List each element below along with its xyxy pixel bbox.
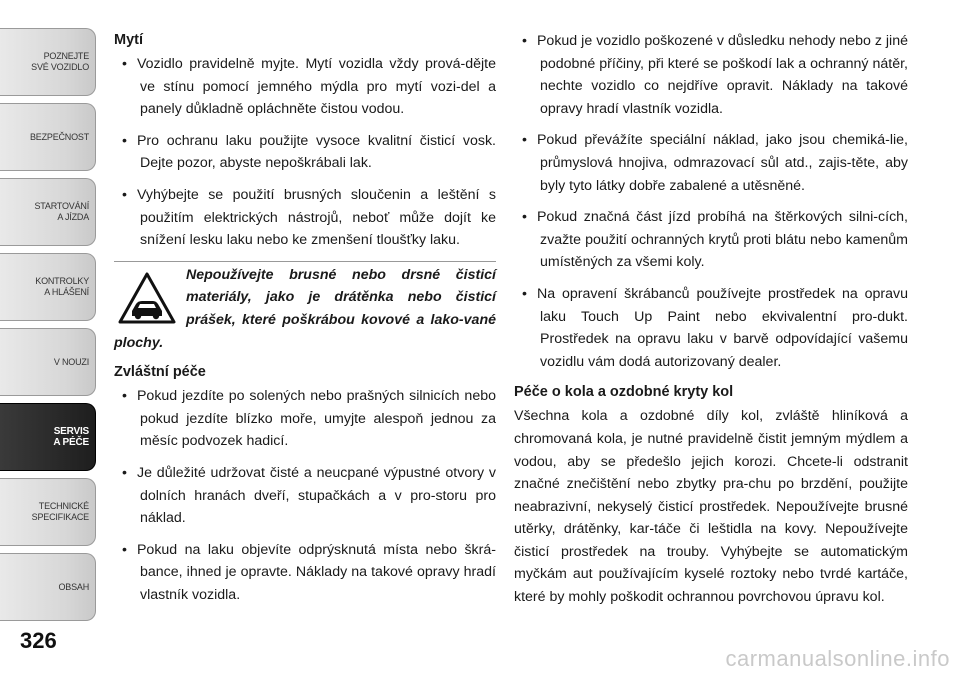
- myti-list: [114, 53, 496, 252]
- tab-startovani-a-jizda[interactable]: [0, 178, 96, 246]
- warning-box: [114, 261, 496, 354]
- list-item: • Vozidlo pravidelně myjte. Mytí vozidla vždy prová-dějte ve stínu pomocí jemného mýdla pro mytí vozi-del a panely důkladně opláchněte čistou vodou.: [114, 53, 496, 121]
- tab-v-nouzi[interactable]: [0, 328, 96, 396]
- tab-label-line2: SVÉ VOZIDLO: [31, 62, 89, 72]
- list-item: • Pokud na laku objevíte odprýsknutá místa nebo škrá-bance, ihned je opravte. Náklady na takové opravy hradí vlastník vozidla.: [114, 539, 496, 607]
- list-item: • Pro ochranu laku použijte vysoce kvalitní čisticí vosk. Dejte pozor, abyste nepoškrábali lak.: [114, 130, 496, 175]
- list-item: • Pokud je vozidlo poškozené v důsledku nehody nebo z jiné podobné příčiny, při které se poškodí lak a ochranný nátěr, nechte vozidlo co nejdříve opravit. Náklady na takové opravy hradí vlastník vozidla.: [514, 30, 908, 120]
- tab-technicke-specifikace[interactable]: [0, 478, 96, 546]
- chapter-sidebar: [0, 0, 100, 640]
- list-item: • Na opravení škrábanců používejte prostředek na opravu laku Touch Up Paint nebo ekvivalentní pro-dukt. Prostředek na opravu laku v barvě odpovídající vašemu vozidlu vám dodá autorizovaný dealer.: [514, 283, 908, 373]
- warning-text: Nepoužívejte brusné nebo drsné čisticí materiály, jako je drátěnka nebo čisticí prášek, které poškrábou kovové a lako-vané plochy.: [114, 266, 496, 351]
- paragraph-pece-o-kola: Všechna kola a ozdobné díly kol, zvláště hliníková a chromovaná kola, je nutné pravidelně čistit jemným mýdlem a vodou, aby se předešlo jejich korozi. Chcete-li odstranit značné znečištění nebo zbytky pra-chu po brzdění, použijte neabrazivní, nekyselý čisticí prostředek. Nepoužívejte brusné utěrky, drátěnky, kar-táče či leštidla na kovy. Nepoužívejte čisticí prostředek na trouby. Vyhýbejte se automatickým myčkám aut používajícím kyselé roztoky nebo tvrdé kartáče, které by mohly poškodit ochrannou povrchovou úpravu kol.: [514, 408, 908, 606]
- section-title-zvlastni-pece: Zvláštní péče: [114, 364, 206, 381]
- tab-poznejte-sve-vozidlo[interactable]: [0, 28, 96, 96]
- tab-label-line2: A PÉČE: [53, 437, 89, 448]
- tab-label-line1: POZNEJTE: [43, 51, 89, 61]
- tab-obsah[interactable]: [0, 553, 96, 621]
- tab-servis-a-pece[interactable]: [0, 403, 96, 471]
- list-item: • Pokud značná část jízd probíhá na štěrkových silni-cích, zvažte použití ochranných krytů proti blátu nebo kamenům umístěných za všemi koly.: [514, 206, 908, 274]
- tab-label-line1: OBSAH: [58, 581, 89, 592]
- tab-label-line2: A JÍZDA: [57, 212, 89, 222]
- list-item: • Vyhýbejte se použití brusných sloučenin a leštění s použitím elektrických nástrojů, neboť může dojít ke snížení lesku laku nebo ke zmenšení tloušťky laku.: [114, 184, 496, 252]
- tab-bezpecnost[interactable]: [0, 103, 96, 171]
- tab-label-line1: TECHNICKÉ: [38, 501, 89, 511]
- page-number: 326: [20, 628, 57, 653]
- tab-label-line1: SERVIS: [53, 426, 89, 437]
- watermark: carmanualsonline.info: [725, 646, 950, 671]
- tab-label-line1: KONTROLKY: [35, 276, 89, 286]
- section-title-pece-o-kola: Péče o kola a ozdobné kryty kol: [514, 384, 734, 401]
- list-item: • Pokud převážíte speciální náklad, jako jsou chemiká-lie, průmyslová hnojiva, odmrazovací sůl atd., zajis-těte, aby byly tyto látky dobře zabalené a utěsněné.: [514, 129, 908, 197]
- tab-kontrolky-a-hlaseni[interactable]: [0, 253, 96, 321]
- tab-label-line1: V NOUZI: [53, 356, 89, 367]
- section-title-myti: Mytí: [114, 32, 143, 48]
- care-list: [514, 30, 908, 373]
- tab-label-line2: A HLÁŠENÍ: [44, 287, 89, 297]
- left-column: [114, 30, 496, 615]
- tab-label-line1: STARTOVÁNÍ: [34, 201, 89, 211]
- warning-triangle-car-icon: [118, 272, 176, 324]
- zvlastni-pece-list: [114, 385, 496, 606]
- list-item: • Je důležité udržovat čisté a neucpané výpustné otvory v dolních hranách dveří, stupačkách a v pro-storu pro náklad.: [114, 462, 496, 530]
- tab-label-line1: BEZPEČNOST: [29, 131, 89, 142]
- tab-label-line2: SPECIFIKACE: [31, 512, 89, 522]
- list-item: • Pokud jezdíte po solených nebo prašných silnicích nebo pokud jezdíte blízko moře, umyjte alespoň jednou za měsíc podvozek hadicí.: [114, 385, 496, 453]
- right-column: [514, 30, 908, 609]
